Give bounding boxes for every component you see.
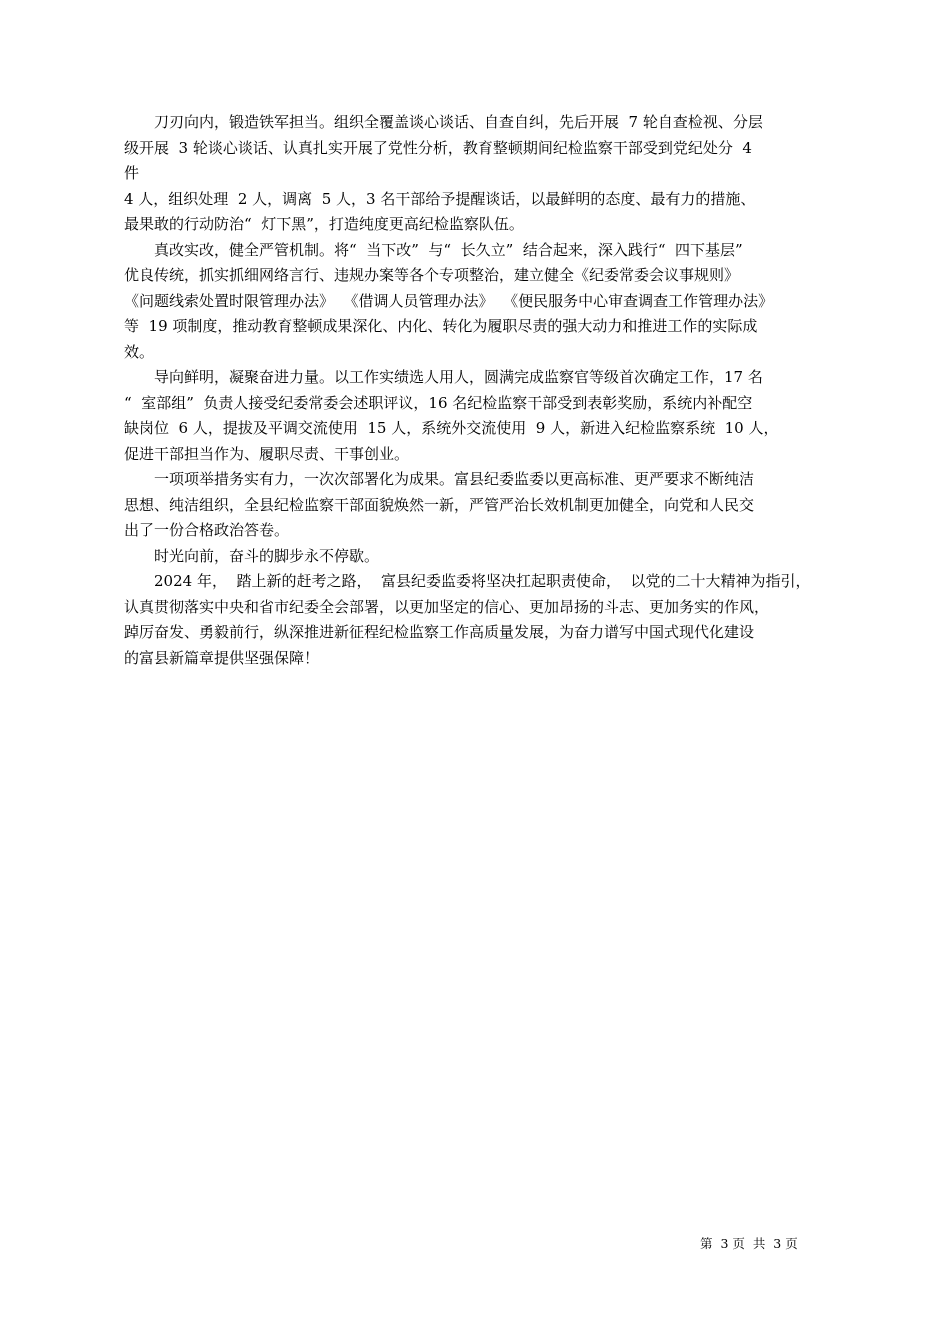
body-text	[124, 110, 824, 671]
text-line: 出了一份合格政治答卷。	[124, 521, 290, 539]
page-number: 第 3 页 共 3 页	[700, 1236, 798, 1251]
text-line: 导向鲜明，凝聚奋进力量。以工作实绩选人用人，圆满完成监察官等级首次确定工作，17 名	[124, 368, 763, 386]
text-line: 优良传统，抓实抓细网络言行、违规办案等各个专项整治，建立健全《纪委常委会议事规则》	[124, 266, 740, 284]
text-line: 最果敢的行动防治“ 灯下黑”，打造纯度更高纪检监察队伍。	[124, 215, 524, 233]
text-line: 的富县新篇章提供坚强保障！	[124, 648, 320, 667]
text-line: 促进干部担当作为、履职尽责、干事创业。	[124, 444, 410, 463]
text-line: 一项项举措务实有力，一次次部署化为成果。富县纪委监委以更高标准、更严要求不断纯洁	[124, 470, 755, 488]
text-line: 刀刃向内，锻造铁军担当。组织全覆盖谈心谈话、自查自纠，先后开展 7 轮自查检视、分层	[124, 113, 763, 131]
text-line: 思想、纯洁组织，全县纪检监察干部面貌焕然一新，严管严治长效机制更加健全，向党和人民交	[124, 495, 755, 514]
text-line: 2024 年， 踏上新的赶考之路， 富县纪委监委将坚决扛起职责使命， 以党的二十大精神为指引，	[124, 572, 811, 590]
text-line: 认真贯彻落实中央和省市纪委全会部署，以更加坚定的信心、更加昂扬的斗志、更加务实的作风，	[124, 597, 770, 616]
text-line: “ 室部组” 负责人接受纪委常委会述职评议，16 名纪检监察干部受到表彰奖励，系统内补配空	[124, 393, 753, 412]
text-line: 时光向前，奋斗的脚步永不停歇。	[124, 546, 380, 565]
text-line: 缺岗位 6 人，提拔及平调交流使用 15 人，系统外交流使用 9 人，新进入纪检监察系统 10 人，	[124, 419, 779, 437]
text-line: 踔厉奋发、勇毅前行，纵深推进新征程纪检监察工作高质量发展，为奋力谱写中国式现代化建设	[124, 623, 755, 641]
text-line: 效。	[124, 342, 155, 361]
text-line: 4 人，组织处理 2 人，调离 5 人，3 名干部给予提醒谈话，以最鲜明的态度、最有力的措施、	[124, 189, 756, 208]
text-line: 级开展 3 轮谈心谈话、认真扎实开展了党性分析，教育整顿期间纪检监察干部受到党纪处分 4	[124, 138, 752, 157]
text-line: 《问题线索处置时限管理办法》 《借调人员管理办法》 《便民服务中心审查调查工作管理办法》	[124, 291, 774, 310]
text-line: 件	[124, 164, 140, 182]
text-line: 等 19 项制度，推动教育整顿成果深化、内化、转化为履职尽责的强大动力和推进工作的实际成	[124, 317, 758, 335]
text-line: 真改实改，健全严管机制。将“ 当下改” 与“ 长久立” 结合起来，深入践行“ 四下基层”	[124, 240, 743, 259]
